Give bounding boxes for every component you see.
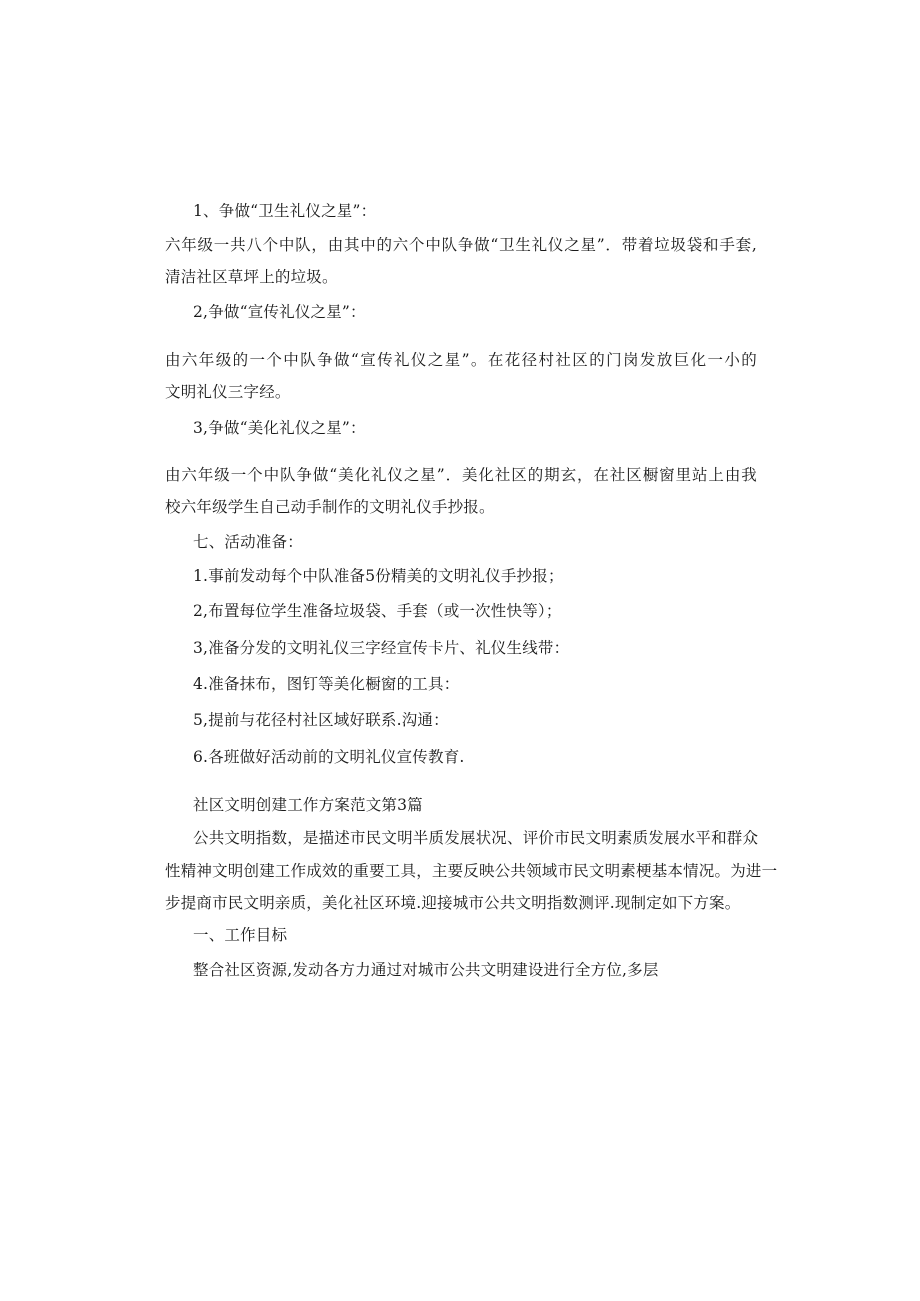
paragraph-hygiene-line-1: 六年级一共八个中队，由其中的六个中队争做“卫生礼仪之星”．带着垃圾袋和手套,: [165, 236, 757, 254]
paragraph-index-line-2: 性精神文明创建工作成效的重要工具，主要反映公共领域市民文明素梗基本情况。为进一: [165, 862, 778, 880]
paragraph-publicity-line-1: 由六年级的一个中队争做“宣传礼仪之星”。在花径村社区的门岗发放巨化一小的: [165, 351, 757, 369]
paragraph-index-line-3: 步提商市民文明亲质，美化社区环境.迎接城市公共文明指数测评.现制定如下方案。: [165, 894, 741, 912]
heading-work-goals: 一、工作目标: [193, 926, 288, 944]
list-item-prep-1: 1.事前发动每个中队准备5份精美的文明礼仪手抄报；: [193, 567, 564, 585]
section-title-article-3: 社区文明创建工作方案范文第3篇: [193, 796, 423, 814]
heading-publicity-star: 2,争做“宣传礼仪之星”：: [193, 303, 366, 321]
heading-activity-preparation: 七、活动准备：: [193, 533, 303, 551]
list-item-prep-6: 6.各班做好活动前的文明礼仪宣传教育.: [193, 748, 465, 766]
paragraph-beautify-line-1: 由六年级一个中队争做“美化礼仪之星”．美化社区的期玄，在社区橱窗里站上由我: [165, 466, 757, 484]
paragraph-hygiene-line-2: 清洁社区草坪上的垃圾。: [165, 268, 338, 286]
list-item-prep-3: 3,准备分发的文明礼仪三字经宣传卡片、礼仪生线带：: [193, 639, 570, 657]
list-item-prep-4: 4.准备抹布，图钉等美化橱窗的工具：: [193, 675, 460, 693]
paragraph-index-line-1: 公共文明指数，是描述市民文明半质发展状况、评价市民文明素质发展水平和群众: [193, 829, 759, 847]
list-item-prep-2: 2,布置每位学生准备垃圾袋、手套（或一次性快等）；: [193, 602, 562, 620]
list-item-prep-5: 5,提前与花径村社区域好联系.沟通：: [193, 711, 449, 729]
paragraph-goals-line-1: 整合社区资源,发动各方力通过对城市公共文明建设进行全方位,多层: [193, 961, 659, 979]
paragraph-beautify-line-2: 校六年级学生自己动手制作的文明礼仪手抄报。: [165, 498, 495, 516]
heading-beautify-star: 3,争做“美化礼仪之星”：: [193, 419, 366, 437]
heading-hygiene-star: 1、争做“卫生礼仪之星”：: [193, 202, 377, 220]
paragraph-publicity-line-2: 文明礼仪三字经。: [165, 383, 291, 401]
